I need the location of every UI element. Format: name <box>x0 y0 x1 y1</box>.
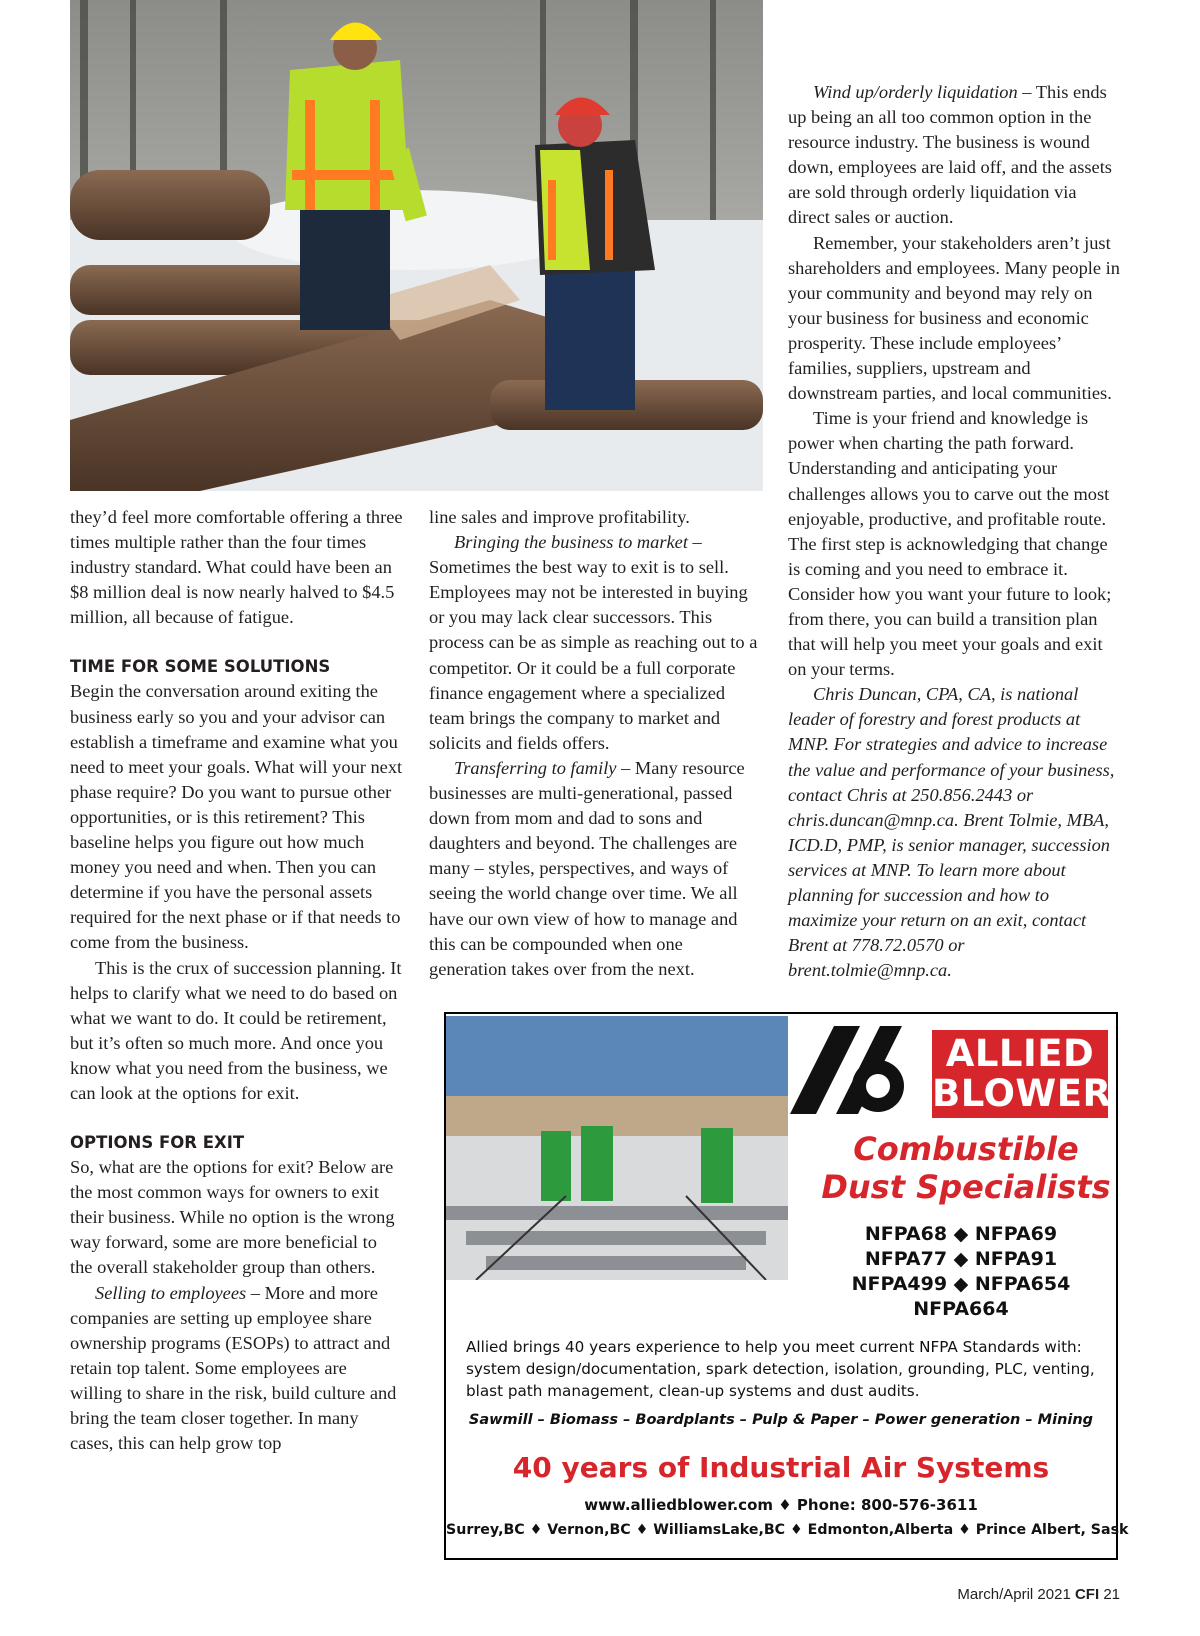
option-text: – This ends up being an all too common option in the resource industry. The business is wound down, employees are laid off, and the assets are sold through orderly liquidation via direct sales or auction. <box>788 82 1112 228</box>
ad-description <box>466 1336 1106 1402</box>
ad-contact-info[interactable]: www.alliedblower.com ♦ Phone: 800-576-3611 <box>584 1496 978 1514</box>
page-number: 21 <box>1103 1586 1120 1603</box>
article-column-3 <box>788 80 1123 983</box>
option-text: – Sometimes the best way to exit is to sell. Employees may not be interested in buying or you may lack clear successors. This process can be as simple as reaching out to a competitor. Or it could be a full corporate finance engagement where a specialized team brings the company to market and solicits and fields offers. <box>429 532 758 753</box>
nfpa-line: NFPA499 ◆ NFPA654 <box>851 1273 1071 1295</box>
nfpa-line: NFPA68 ◆ NFPA69 <box>864 1223 1058 1245</box>
option-lead-market: Bringing the business to market <box>454 532 688 553</box>
magazine-name: CFI <box>1074 1586 1100 1603</box>
allied-blower-advertisement[interactable] <box>444 1012 1129 1560</box>
ad-tagline <box>816 1130 1116 1206</box>
body-paragraph <box>429 756 764 982</box>
ad-industries: Sawmill – Biomass – Boardplants – Pulp & Paper – Power generation – Mining <box>468 1412 1094 1428</box>
page-footer <box>957 1586 1120 1603</box>
option-lead-family: Transferring to family <box>454 757 617 778</box>
section-heading-options-for-exit: OPTIONS FOR EXIT <box>70 1133 245 1153</box>
body-paragraph: line sales and improve profitability. <box>429 507 690 527</box>
nfpa-line: NFPA664 <box>913 1298 1009 1320</box>
body-paragraph <box>70 1281 403 1457</box>
allied-blower-logo-text <box>932 1030 1112 1118</box>
option-text: – Many resource businesses are multi-generational, passed down from mom and dad to sons and daughters and beyond. The challenges are many – styles, perspectives, and ways of seeing the world change over time. We all have our own view of how to manage and this can be compounded when one generation takes over from the next. <box>429 757 745 979</box>
body-paragraph <box>788 80 1123 231</box>
option-lead-liquidation: Wind up/orderly liquidation <box>813 82 1018 102</box>
body-paragraph: Remember, your stakeholders aren’t just shareholders and employees. Many people in your community and beyond may rely on your business for business and economic prosperity. These include employees’ families, suppliers, upstream and downstream parties, and local communities. <box>788 232 1120 404</box>
body-paragraph <box>429 530 764 756</box>
ad-copy-line: system design/documentation, spark detection, isolation, grounding, PLC, venting, <box>466 1360 1095 1378</box>
issue-date: March/April 2021 <box>957 1586 1071 1603</box>
body-paragraph: they’d feel more comfortable offering a three times multiple rather than the four times industry standard. What could have been an $8 million deal is now nearly halved to $4.5 million, all because of fatigue. <box>70 507 403 628</box>
nfpa-standards-list <box>851 1222 1071 1322</box>
logo-line-2: BLOWER <box>932 1072 1112 1115</box>
author-bio: Chris Duncan, CPA, CA, is national leader of forestry and forest products at MNP. For strategies and advice to increase the value and performance of your business, contact Chris at 250.856.2443 or chris.duncan@mnp.ca. Brent Tolmie, MBA, ICD.D, PMP, is senior manager, succession services at MNP. To learn more about planning for succession and how to maximize your return on an exit, contact Brent at 778.72.0570 or brent.tolmie@mnp.ca. <box>788 684 1115 981</box>
tagline-line-2: Dust Specialists <box>821 1168 1111 1206</box>
allied-blower-logo-icon <box>790 1022 912 1122</box>
ad-copy-line: Allied brings 40 years experience to help you meet current NFPA Standards with: <box>466 1338 1082 1356</box>
tagline-line-1: Combustible <box>853 1130 1079 1168</box>
article-column-1 <box>70 505 403 1456</box>
ad-photo-industrial-plant <box>446 1016 788 1280</box>
ad-headline-years: 40 years of Industrial Air Systems <box>512 1451 1050 1484</box>
nfpa-line: NFPA77 ◆ NFPA91 <box>864 1248 1058 1270</box>
article-photo-loggers <box>70 0 763 491</box>
body-paragraph: Begin the conversation around exiting the business early so you and your advisor can establish a timeframe and examine what you need to meet your goals. What will your next phase require? Do you want to pursue other opportunities, or is this retirement? This baseline helps you figure out how much money you need and when. Then you can determine if you have the personal assets required for the next phase or if that needs to come from the business. <box>70 681 403 953</box>
ad-copy-line: blast path management, clean-up systems and dust audits. <box>466 1382 920 1400</box>
logo-line-1: ALLIED <box>945 1032 1095 1075</box>
body-paragraph: So, what are the options for exit? Below are the most common ways for owners to exit their business. While no option is the wrong way forward, some are more beneficial to the overall stakeholder group than others. <box>70 1157 395 1278</box>
ad-locations: Surrey,BC ♦ Vernon,BC ♦ WilliamsLake,BC ♦ Edmonton,Alberta ♦ Prince Albert, Sask <box>446 1522 1129 1538</box>
body-paragraph: Time is your friend and knowledge is power when charting the path forward. Understanding and anticipating your challenges allows you to carve out the most enjoyable, productive, and profitable route. The first step is acknowledging that change is coming and you need to embrace it. Consider how you want your future to look; from there, you can build a transition plan that will help you meet your goals and exit on your terms. <box>788 408 1112 680</box>
option-text: – More and more companies are setting up employee share ownership programs (ESOPs) to attract and retain top talent. Some employees are willing to share in the risk, build culture and bring the team closer together. In many cases, this can help grow top <box>70 1282 397 1454</box>
body-paragraph: This is the crux of succession planning. It helps to clarify what we need to do based on what we want to do. It could be retirement, but it’s often so much more. And once you know what you need from the business, we can look at the options for exit. <box>70 957 402 1103</box>
article-column-2 <box>429 505 764 982</box>
option-lead-selling: Selling to employees <box>95 1282 247 1303</box>
section-heading-time-for-solutions: TIME FOR SOME SOLUTIONS <box>70 657 331 677</box>
